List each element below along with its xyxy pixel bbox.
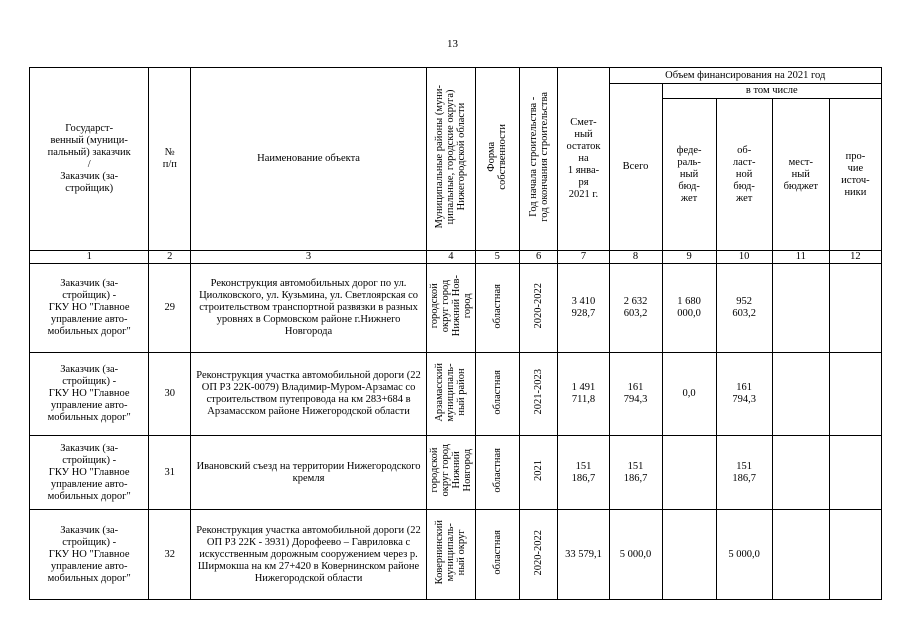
- row-federal: 0,0: [662, 353, 716, 436]
- header-number: № п/п: [149, 68, 191, 251]
- row-regional: 5 000,0: [716, 510, 772, 600]
- row-total: 5 000,0: [609, 510, 662, 600]
- row-object: Реконструкция участка автомобильной дороги (22 ОП РЗ 22К - 3931) Дорофеево – Гавриловка с искусственным дорожным сооружением через р. Ширмокша на км 27+420 в Ковернинском районе Нижегородской области: [191, 510, 427, 600]
- header-object-name: Наименование объекта: [191, 68, 427, 251]
- row-other: [829, 510, 881, 600]
- row-customer: Заказчик (за- стройщик) - ГКУ НО "Главное управление авто- мобильных дорог": [30, 264, 149, 353]
- row-other: [829, 436, 881, 510]
- column-number: 7: [558, 251, 609, 264]
- header-regional: об- ласт- ной бюд- жет: [716, 99, 772, 251]
- header-local: мест- ный бюджет: [772, 99, 829, 251]
- page-number: 13: [447, 38, 458, 50]
- column-number: 10: [716, 251, 772, 264]
- row-estimated-balance: 33 579,1: [558, 510, 609, 600]
- header-years: Год начала строительства - год окончания строительства: [519, 68, 558, 251]
- column-number: 4: [426, 251, 475, 264]
- row-local: [772, 353, 829, 436]
- row-ownership: областная: [475, 510, 519, 600]
- table-row: [30, 264, 882, 353]
- column-number: 3: [191, 251, 427, 264]
- row-customer: Заказчик (за- стройщик) - ГКУ НО "Главное управление авто- мобильных дорог": [30, 510, 149, 600]
- column-number: 5: [475, 251, 519, 264]
- header-customer: Государст- венный (муници- пальный) заказчик / Заказчик (за- стройщик): [30, 68, 149, 251]
- header-total: Всего: [609, 84, 662, 251]
- column-number: 12: [829, 251, 881, 264]
- row-total: 161 794,3: [609, 353, 662, 436]
- table-row: [30, 510, 882, 600]
- row-number: 30: [149, 353, 191, 436]
- header-ownership: Форма собственности: [475, 68, 519, 251]
- row-years: 2021: [519, 436, 558, 510]
- row-estimated-balance: 1 491 711,8: [558, 353, 609, 436]
- table-row: [30, 353, 882, 436]
- column-number: 8: [609, 251, 662, 264]
- row-regional: 952 603,2: [716, 264, 772, 353]
- header-estimated-balance: Смет- ный остаток на 1 янва- ря 2021 г.: [558, 68, 609, 251]
- row-district: городской округ город Нижний Нов- город: [426, 264, 475, 353]
- header-other: про- чие источ- ники: [829, 99, 881, 251]
- row-ownership: областная: [475, 264, 519, 353]
- row-years: 2020-2022: [519, 510, 558, 600]
- row-ownership: областная: [475, 353, 519, 436]
- row-district: городской округ город Нижний Новгород: [426, 436, 475, 510]
- column-number: 6: [519, 251, 558, 264]
- header-funding-volume: Объем финансирования на 2021 год: [609, 68, 882, 84]
- row-federal: [662, 436, 716, 510]
- row-federal: [662, 510, 716, 600]
- row-number: 29: [149, 264, 191, 353]
- row-estimated-balance: 3 410 928,7: [558, 264, 609, 353]
- row-object: Реконструкция участка автомобильной дороги (22 ОП РЗ 22К-0079) Владимир-Муром-Арзамас со строительством путепровода на км 283+684 в Арзамасском районе Нижегородской области: [191, 353, 427, 436]
- header-districts: Муниципальные районы (муни- ципальные, городские округа) Нижегородской области: [426, 68, 475, 251]
- row-other: [829, 353, 881, 436]
- row-district: Ковернинский муниципаль- ный округ: [426, 510, 475, 600]
- row-total: 2 632 603,2: [609, 264, 662, 353]
- row-local: [772, 436, 829, 510]
- row-district: Арзамасский муниципаль- ный район: [426, 353, 475, 436]
- column-number: 9: [662, 251, 716, 264]
- row-other: [829, 264, 881, 353]
- row-number: 31: [149, 436, 191, 510]
- row-customer: Заказчик (за- стройщик) - ГКУ НО "Главное управление авто- мобильных дорог": [30, 353, 149, 436]
- row-regional: 151 186,7: [716, 436, 772, 510]
- header-federal: феде- раль- ный бюд- жет: [662, 99, 716, 251]
- row-local: [772, 510, 829, 600]
- row-regional: 161 794,3: [716, 353, 772, 436]
- row-years: 2021-2023: [519, 353, 558, 436]
- column-number: 1: [30, 251, 149, 264]
- column-number: 11: [772, 251, 829, 264]
- row-local: [772, 264, 829, 353]
- row-object: Ивановский съезд на территории Нижегородского кремля: [191, 436, 427, 510]
- financing-table: [29, 67, 882, 600]
- row-years: 2020-2022: [519, 264, 558, 353]
- table-row: [30, 436, 882, 510]
- row-object: Реконструкция автомобильных дорог по ул. Циолковского, ул. Кузьмина, ул. Светлоярская со строительством транспортной развязки в разных уровнях в Сормовском районе г.Нижнего Новгорода: [191, 264, 427, 353]
- row-estimated-balance: 151 186,7: [558, 436, 609, 510]
- row-customer: Заказчик (за- стройщик) - ГКУ НО "Главное управление авто- мобильных дорог": [30, 436, 149, 510]
- row-number: 32: [149, 510, 191, 600]
- column-number: 2: [149, 251, 191, 264]
- row-ownership: областная: [475, 436, 519, 510]
- row-federal: 1 680 000,0: [662, 264, 716, 353]
- header-including: в том числе: [662, 84, 881, 99]
- row-total: 151 186,7: [609, 436, 662, 510]
